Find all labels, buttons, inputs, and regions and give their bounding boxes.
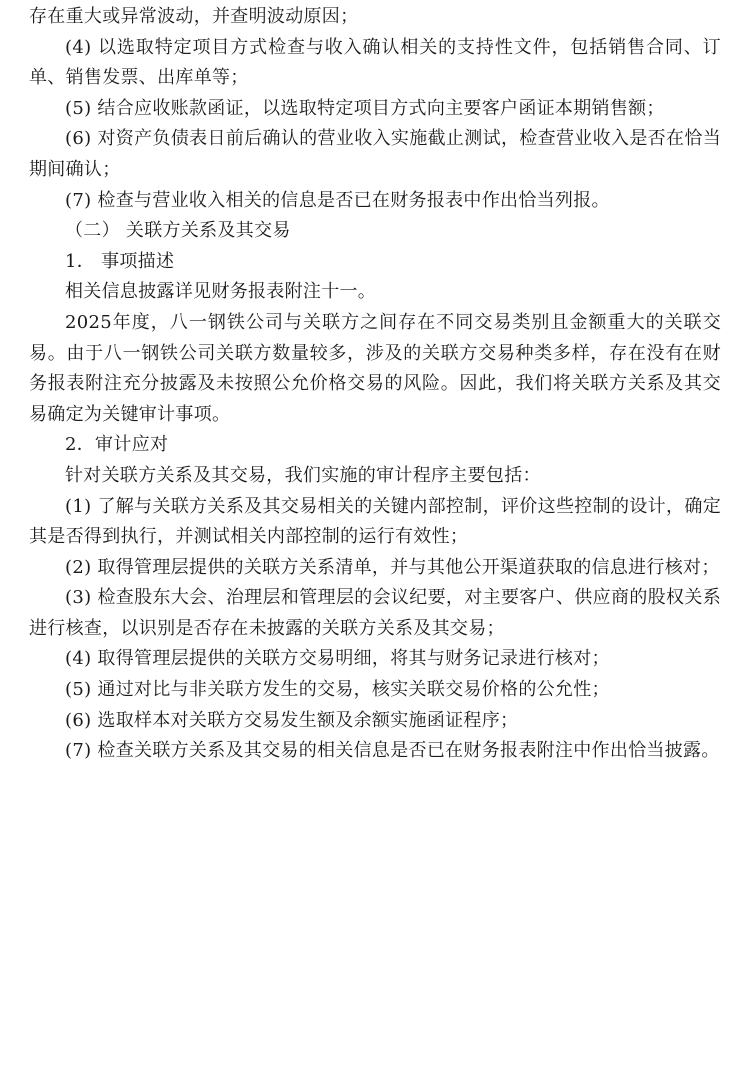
paragraph-matter-detail: 2025年度，八一钢铁公司与关联方之间存在不同交易类别且金额重大的关联交易。由于八一钢铁公司关联方数量较多，涉及的关联方交易种类多样，存在没有在财务报表附注充分披露及未按照公允价格交易的风险。因此，我们将关联方关系及其交易确定为关键审计事项。	[29, 311, 721, 425]
paragraph-related-procedure-5: (5) 通过对比与非关联方发生的交易，核实关联交易价格的公允性；	[65, 679, 610, 701]
paragraph-disclosure-reference: 相关信息披露详见财务报表附注十一。	[65, 281, 377, 303]
paragraph-revenue-procedure-5: (5) 结合应收账款函证，以选取特定项目方式向主要客户函证本期销售额；	[65, 97, 665, 119]
paragraph-revenue-procedure-7: (7) 检查与营业收入相关的信息是否已在财务报表中作出恰当列报。	[65, 189, 610, 211]
subheading-audit-response: 2．审计应对	[65, 434, 169, 456]
paragraph-revenue-procedure-6: (6) 对资产负债表日前后确认的营业收入实施截止测试，检查营业收入是否在恰当期间确认；	[29, 128, 721, 180]
paragraph-related-procedure-7: (7) 检查关联方关系及其交易的相关信息是否已在财务报表附注中作出恰当披露。	[65, 740, 720, 762]
subheading-matter-description: 1． 事项描述	[65, 250, 175, 272]
paragraph-revenue-procedure-4: (4) 以选取特定项目方式检查与收入确认相关的支持性文件，包括销售合同、订单、销售发票、出库单等；	[29, 36, 721, 89]
paragraph-related-procedure-6: (6) 选取样本对关联方交易发生额及余额实施函证程序；	[65, 709, 519, 731]
paragraph-revenue-fluctuation-end: 存在重大或异常波动，并查明波动原因；	[29, 6, 359, 27]
paragraph-related-procedure-3: (3) 检查股东大会、治理层和管理层的会议纪要，对主要客户、供应商的股权关系进行核查，以识别是否存在未披露的关联方关系及其交易；	[29, 587, 721, 639]
paragraph-related-procedure-4: (4) 取得管理层提供的关联方交易明细，将其与财务记录进行核对；	[65, 648, 610, 670]
paragraph-procedures-intro: 针对关联方关系及其交易，我们实施的审计程序主要包括：	[65, 464, 541, 486]
document-page	[29, 0, 721, 767]
paragraph-related-procedure-2: (2) 取得管理层提供的关联方关系清单，并与其他公开渠道获取的信息进行核对；	[65, 556, 720, 578]
paragraph-related-procedure-1: (1) 了解与关联方关系及其交易相关的关键内部控制，评价这些控制的设计，确定其是否得到执行，并测试相关内部控制的运行有效性；	[29, 495, 721, 548]
section-heading-related-party: （二） 关联方关系及其交易	[65, 220, 291, 242]
